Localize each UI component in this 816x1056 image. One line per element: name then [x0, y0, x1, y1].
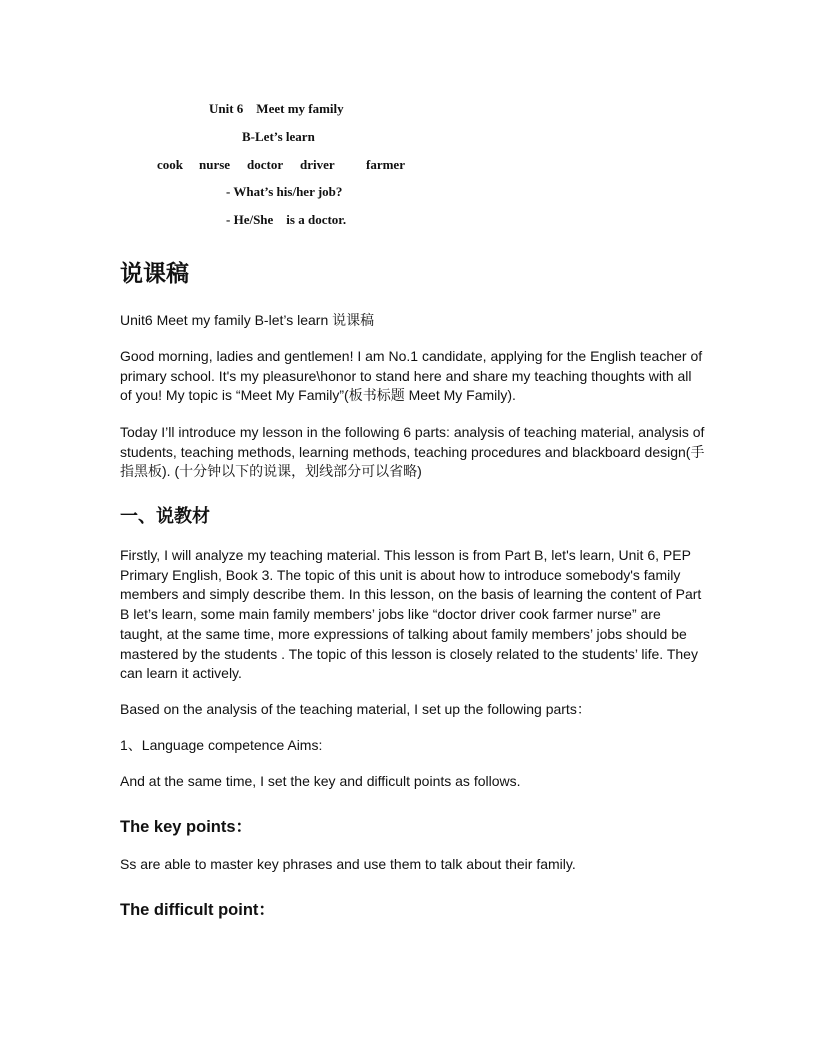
board-word: doctor — [247, 157, 284, 172]
board-word: farmer — [366, 157, 405, 172]
intro-parts-paragraph: Today I’ll introduce my lesson in the following 6 parts: analysis of teaching material, analysis of students, teaching methods, learning methods, teaching procedures and blackboard design(手指黑板). (十分钟以下的说课，划线部分可以省略) — [120, 424, 705, 480]
aims-intro-paragraph: Based on the analysis of the teaching material, I set up the following parts： — [120, 701, 591, 717]
board-question: - What’s his/her job? — [226, 184, 343, 199]
difficult-point-heading: The difficult point： — [120, 901, 275, 919]
board-unit-title: Unit 6 Meet my family — [209, 101, 344, 116]
intro-greeting-paragraph: Good morning, ladies and gentlemen! I am No.1 candidate, applying for the English teacher of primary school. It's my pleasure\honor to stand here and share my teaching thoughts with all of you! My topic is “Meet My Family”(板书标题 Meet My Family). — [120, 348, 703, 404]
key-points-text: Ss are able to master key phrases and use them to talk about their family. — [120, 856, 576, 872]
intro-subtitle: Unit6 Meet my family B-let’s learn 说课稿 — [120, 312, 375, 328]
board-section-title: B-Let’s learn — [242, 129, 315, 144]
section-heading-teaching-material: 一、说教材 — [120, 506, 210, 527]
board-word: driver — [300, 157, 335, 172]
board-word: cook — [157, 157, 183, 172]
language-competence-item: 1、Language competence Aims: — [120, 737, 323, 753]
key-points-heading: The key points： — [120, 818, 253, 836]
teaching-material-paragraph: Firstly, I will analyze my teaching material. This lesson is from Part B, let's learn, Unit 6, PEP Primary English, Book 3. The topic of this unit is about how to introduce somebody's family members and simply describe them. In this lesson, on the basis of learning the content of Part B let’s learn, some main family members’ jobs like “doctor driver cook farmer nurse” are taught, at the same time, more expressions of talking about family members’ jobs should be mastered by the students . The topic of this lesson is closely related to the students’ life. They can learn it actively. — [120, 547, 702, 682]
page-title: 说课稿 — [120, 261, 189, 287]
key-difficult-intro-paragraph: And at the same time, I set the key and difficult points as follows. — [120, 773, 521, 789]
board-word: nurse — [199, 157, 231, 172]
board-answer: - He/She is a doctor. — [226, 212, 347, 227]
